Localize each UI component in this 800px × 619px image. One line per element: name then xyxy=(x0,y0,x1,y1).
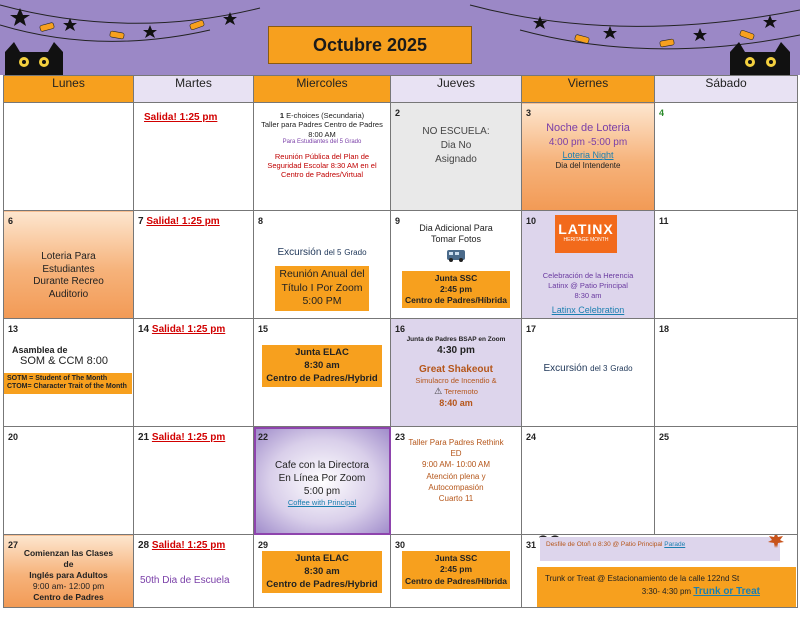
day-number: 11 xyxy=(659,216,669,226)
event-text: de xyxy=(63,559,74,570)
weekday-viernes: Viernes xyxy=(522,76,655,103)
week-row xyxy=(4,103,798,211)
event-text: CTOM= Character Trait of the Month xyxy=(7,383,127,391)
day-number: 15 xyxy=(258,324,269,334)
early-dismissal: Salida! 1:25 pm xyxy=(146,216,220,227)
day-number: 20 xyxy=(8,432,19,442)
event-text: SOTM = Student of The xyxy=(7,375,85,382)
day-number: 4 xyxy=(659,108,665,118)
day-cell xyxy=(4,535,134,608)
event-text: 3:30- 4:30 pm xyxy=(641,586,692,596)
early-dismissal: Salida! 1:25 pm xyxy=(151,540,226,551)
event-text: Celebración de la Herencia xyxy=(542,271,634,280)
event-text: Reunión Anual del xyxy=(279,268,365,280)
day-number: 13 xyxy=(8,324,19,334)
parade-link[interactable]: Parade xyxy=(664,541,686,548)
day-number: 25 xyxy=(659,432,670,442)
event-text: 9:00 AM- 10:00 AM xyxy=(421,460,491,470)
day-number: 7 xyxy=(138,216,144,227)
day-number: 21 xyxy=(138,432,150,443)
event-text: 8:30 am xyxy=(304,565,340,577)
event-text: Terremoto xyxy=(444,387,478,397)
event-text: Centro de Padres/Híbrida xyxy=(404,575,508,586)
event-text: Centro de Padres/Hybrid xyxy=(266,578,378,590)
event-text: Centro de Padres/Híbrida xyxy=(404,294,508,305)
day-cell xyxy=(391,535,522,608)
day-cell xyxy=(134,211,254,319)
event-text: Grado xyxy=(344,248,367,257)
weekday-miercoles: Miercoles xyxy=(254,76,391,103)
day-cell xyxy=(522,535,798,608)
black-cat-icon xyxy=(0,40,70,75)
event-text: Tomar Fotos xyxy=(430,234,481,245)
event-text: Latinx xyxy=(548,281,569,291)
day-number: 24 xyxy=(526,432,537,442)
early-dismissal: Salida! 1:25 pm xyxy=(151,324,226,335)
day-number: 31 xyxy=(526,540,537,550)
day-cell xyxy=(4,211,134,319)
weekday-sabado: Sábado xyxy=(655,76,798,103)
day-number: 6 xyxy=(8,216,14,226)
event-text: Atención plena y xyxy=(426,471,486,481)
event-text: 2:45 pm xyxy=(439,283,473,294)
event-text: o 8:30 @ Patio Principal xyxy=(592,541,663,548)
day-number: 3 xyxy=(526,108,532,118)
event-text: En Línea Por Zoom xyxy=(278,473,366,484)
weekday-jueves: Jueves xyxy=(391,76,522,103)
calendar-grid xyxy=(3,75,798,608)
day-cell xyxy=(391,211,522,319)
event-text: Estacionamiento de la xyxy=(607,574,687,583)
day-number: 16 xyxy=(395,324,406,334)
maple-leaf-icon xyxy=(767,535,785,550)
event-text: Reunión Pública del Plan de Seguridad Escolar 8:30 AM en el Centro de Padres/Virtual xyxy=(267,151,377,180)
event-text: 50th Dia de Escuela xyxy=(140,575,230,586)
event-text: @ Patio Principal xyxy=(570,281,628,291)
day-cell xyxy=(254,319,391,427)
event-text: 4:30 pm xyxy=(437,345,475,357)
early-dismissal: Salida! 1:25 pm xyxy=(151,432,226,443)
event-text: Título I Por Zoom xyxy=(281,281,363,294)
week-row xyxy=(4,535,798,608)
event-text: 8:30 am xyxy=(304,359,340,371)
day-number: 22 xyxy=(258,432,269,442)
event-text: Grado xyxy=(610,364,633,373)
day-number: 30 xyxy=(395,540,406,550)
loteria-night-link[interactable]: Loteria Night xyxy=(562,150,614,161)
event-text: Taller Para Padres xyxy=(408,438,475,447)
camera-bus-icon xyxy=(446,248,466,262)
day-cell xyxy=(655,319,798,427)
warning-icon: ⚠ xyxy=(434,386,443,397)
event-text: 5:00 PM xyxy=(302,295,342,308)
event-text: Para Estudiantes del 5 Grado xyxy=(282,139,362,146)
event-text: calle 122nd St xyxy=(688,574,740,583)
day-number: 9 xyxy=(395,216,401,226)
weekday-header-row xyxy=(4,76,798,103)
month-title: Octubre 2025 xyxy=(268,26,472,64)
trunk-or-treat-banner xyxy=(537,567,796,607)
event-text: Noche de Loteria xyxy=(546,122,630,134)
event-text: Auditorio xyxy=(48,288,89,300)
latinx-heritage-logo: LATINX HERITAGE MONTH xyxy=(555,215,617,253)
weekday-martes: Martes xyxy=(134,76,254,103)
day-cell xyxy=(522,103,655,211)
early-dismissal: Salida! 1:25 pm xyxy=(144,112,218,123)
day-number: 2 xyxy=(395,108,401,118)
event-text: Great Shakeout xyxy=(419,364,493,376)
event-text: Cuarto 11 xyxy=(438,493,474,503)
day-cell xyxy=(4,427,134,535)
event-text: Junta SSC xyxy=(434,272,478,283)
day-cell xyxy=(254,427,391,535)
day-cell-empty xyxy=(4,103,134,211)
event-text: Centro de Padres/Hybrid xyxy=(266,372,378,384)
day-cell xyxy=(134,535,254,608)
week-row xyxy=(4,427,798,535)
day-cell xyxy=(134,103,254,211)
event-text: 8:40 am xyxy=(439,397,473,408)
day-cell-no-school xyxy=(391,103,522,211)
event-text: Junta ELAC xyxy=(295,553,349,564)
event-text: 8:30 am xyxy=(574,291,602,301)
day-number: 14 xyxy=(138,324,150,335)
event-text: del 5 xyxy=(324,248,342,257)
event-text: NO ESCUELA: xyxy=(422,126,490,137)
event-text: Junta de Padres BSAP en Zoom xyxy=(406,336,506,343)
day-number: 10 xyxy=(526,216,537,226)
event-text: del 3 xyxy=(590,364,608,373)
event-text: Asignado xyxy=(435,154,477,165)
week-row xyxy=(4,319,798,427)
event-text: Asamblea de xyxy=(12,345,68,355)
event-text: Junta SSC xyxy=(434,553,478,563)
event-text: Autocompasión xyxy=(428,482,484,492)
event-text: Junta ELAC xyxy=(295,347,349,358)
week-row xyxy=(4,211,798,319)
day-number: 8 xyxy=(258,216,264,226)
day-cell xyxy=(522,319,655,427)
day-cell xyxy=(134,319,254,427)
event-text: Desfile de Otoñ xyxy=(546,541,591,548)
event-text: Rethink xyxy=(476,438,504,447)
weekday-lunes: Lunes xyxy=(4,76,134,103)
event-text: Estudiantes xyxy=(42,263,95,275)
day-cell xyxy=(522,427,655,535)
day-cell xyxy=(134,427,254,535)
day-cell xyxy=(254,535,391,608)
event-text: Taller para Padres Centro de Padres 8:00 AM xyxy=(261,120,383,139)
parade-banner xyxy=(540,537,780,561)
day-number: 28 xyxy=(138,540,150,551)
event-text: Dia del Intendente xyxy=(555,161,621,171)
day-number: 27 xyxy=(8,540,19,550)
day-number: 29 xyxy=(258,540,269,550)
event-text: Dia Adicional Para xyxy=(419,223,493,233)
event-text: SOM & CCM 8:00 xyxy=(20,355,109,367)
day-cell xyxy=(522,211,655,319)
event-text: 4:00 pm -5:00 pm xyxy=(548,136,628,148)
event-text: Comienzan las Clases xyxy=(23,548,114,558)
day-cell xyxy=(254,103,391,211)
event-text: & xyxy=(491,376,497,386)
event-text: Excursión xyxy=(277,247,322,258)
event-text: 9:00 am- 12:00 pm xyxy=(32,581,105,592)
event-text: 5:00 pm xyxy=(303,486,341,497)
event-text: Dia No xyxy=(440,140,472,151)
day-cell xyxy=(655,427,798,535)
event-text: 2:45 pm xyxy=(439,564,473,575)
day-cell xyxy=(4,319,134,427)
day-number: 23 xyxy=(395,432,406,442)
day-number: 18 xyxy=(659,324,670,334)
day-cell xyxy=(655,211,798,319)
event-text: E-choices (Secundaria) xyxy=(286,111,365,120)
trunk-or-treat-link[interactable]: Trunk or Treat xyxy=(693,585,760,597)
coffee-with-principal-link[interactable]: Coffee with Principal xyxy=(287,498,357,507)
event-text: Inglés para Adultos xyxy=(29,570,108,581)
latinx-celebration-link[interactable]: Latinx Celebration xyxy=(551,305,625,316)
event-text: Simulacro de Incendio xyxy=(415,376,490,386)
black-cat-icon xyxy=(725,40,800,75)
event-text: Trunk or Treat @ xyxy=(545,574,606,583)
day-number: 17 xyxy=(526,324,537,334)
event-text: Centro de Padres xyxy=(33,592,104,603)
event-text: Loteria Para xyxy=(41,251,96,262)
calendar-header xyxy=(0,0,800,75)
event-text: Excursión xyxy=(543,363,588,374)
day-cell xyxy=(391,427,522,535)
event-text: Durante Recreo xyxy=(33,276,104,287)
day-number: 1 xyxy=(279,111,285,120)
day-cell xyxy=(254,211,391,319)
event-text: ED xyxy=(450,449,462,459)
day-cell xyxy=(655,103,798,211)
event-text: Cafe con la Directora xyxy=(275,460,369,471)
day-cell xyxy=(391,319,522,427)
event-text: Month xyxy=(86,375,108,382)
